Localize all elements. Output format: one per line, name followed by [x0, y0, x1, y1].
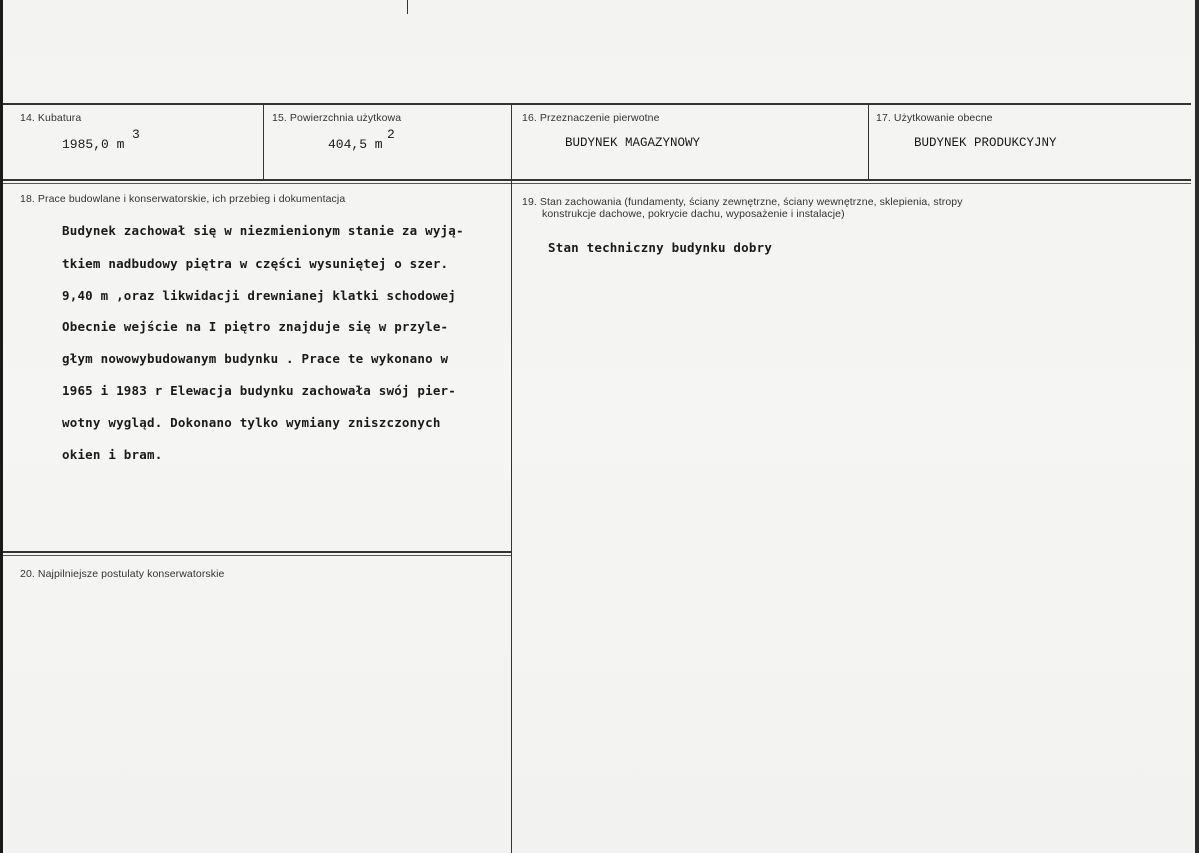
main-column-divider	[511, 104, 512, 853]
prace-line-6: 1965 i 1983 r Elewacja budynku zachowała swój pier-	[62, 383, 457, 398]
powierzchnia-unit-sup: 2	[387, 127, 395, 142]
kubatura-label: 14. Kubatura	[20, 112, 82, 124]
prace-label: 18. Prace budowlane i konserwatorskie, ich przebieg i dokumentacja	[20, 193, 346, 205]
kubatura-unit-sup: 3	[132, 127, 140, 142]
col-divider-16-17	[868, 104, 869, 180]
kubatura-value: 1985,0 m	[62, 137, 125, 152]
scan-edge-right	[1195, 0, 1199, 853]
prace-line-5: głym nowowybudowanym budynku . Prace te wykonano w	[62, 351, 449, 366]
postulaty-label: 20. Najpilniejsze postulaty konserwatorskie	[20, 568, 225, 580]
uzytkowanie-value: BUDYNEK PRODUKCYJNY	[914, 136, 1057, 150]
powierzchnia-label: 15. Powierzchnia użytkowa	[272, 112, 402, 124]
row2-top-rule	[3, 183, 1191, 184]
stan-label-line-2: konstrukcje dachowe, pokrycie dachu, wyposażenie i instalacje)	[542, 208, 845, 220]
col-divider-14-15	[263, 104, 264, 180]
scan-edge-left	[0, 0, 3, 853]
przeznaczenie-label: 16. Przeznaczenie pierwotne	[522, 112, 660, 124]
prace-line-4: Obecnie wejście na I piętro znajduje się w przyle-	[62, 319, 449, 334]
section-18-20-rule	[3, 551, 511, 553]
row1-bottom-rule	[3, 179, 1191, 181]
przeznaczenie-value: BUDYNEK MAGAZYNOWY	[565, 136, 701, 150]
prace-line-8: okien i bram.	[62, 447, 163, 462]
prace-line-7: wotny wygląd. Dokonano tylko wymiany zniszczonych	[62, 415, 441, 430]
prace-line-1: Budynek zachował się w niezmienionym stanie za wyją-	[62, 223, 464, 238]
uzytkowanie-label: 17. Użytkowanie obecne	[876, 112, 993, 124]
prace-line-3: 9,40 m ,oraz likwidacji drewnianej klatki schodowej	[62, 288, 457, 303]
top-tick-mark	[407, 0, 408, 14]
stan-label-line-1: 19. Stan zachowania (fundamenty, ściany zewnętrzne, ściany wewnętrzne, sklepienia, stropy	[522, 196, 963, 208]
row1-top-rule	[3, 103, 1191, 105]
prace-line-2: tkiem nadbudowy piętra w części wysuniętej o szer.	[62, 256, 449, 271]
stan-value: Stan techniczny budynku dobry	[548, 240, 773, 255]
powierzchnia-value: 404,5 m	[328, 137, 383, 152]
section-18-20-rule-inner	[3, 555, 511, 556]
